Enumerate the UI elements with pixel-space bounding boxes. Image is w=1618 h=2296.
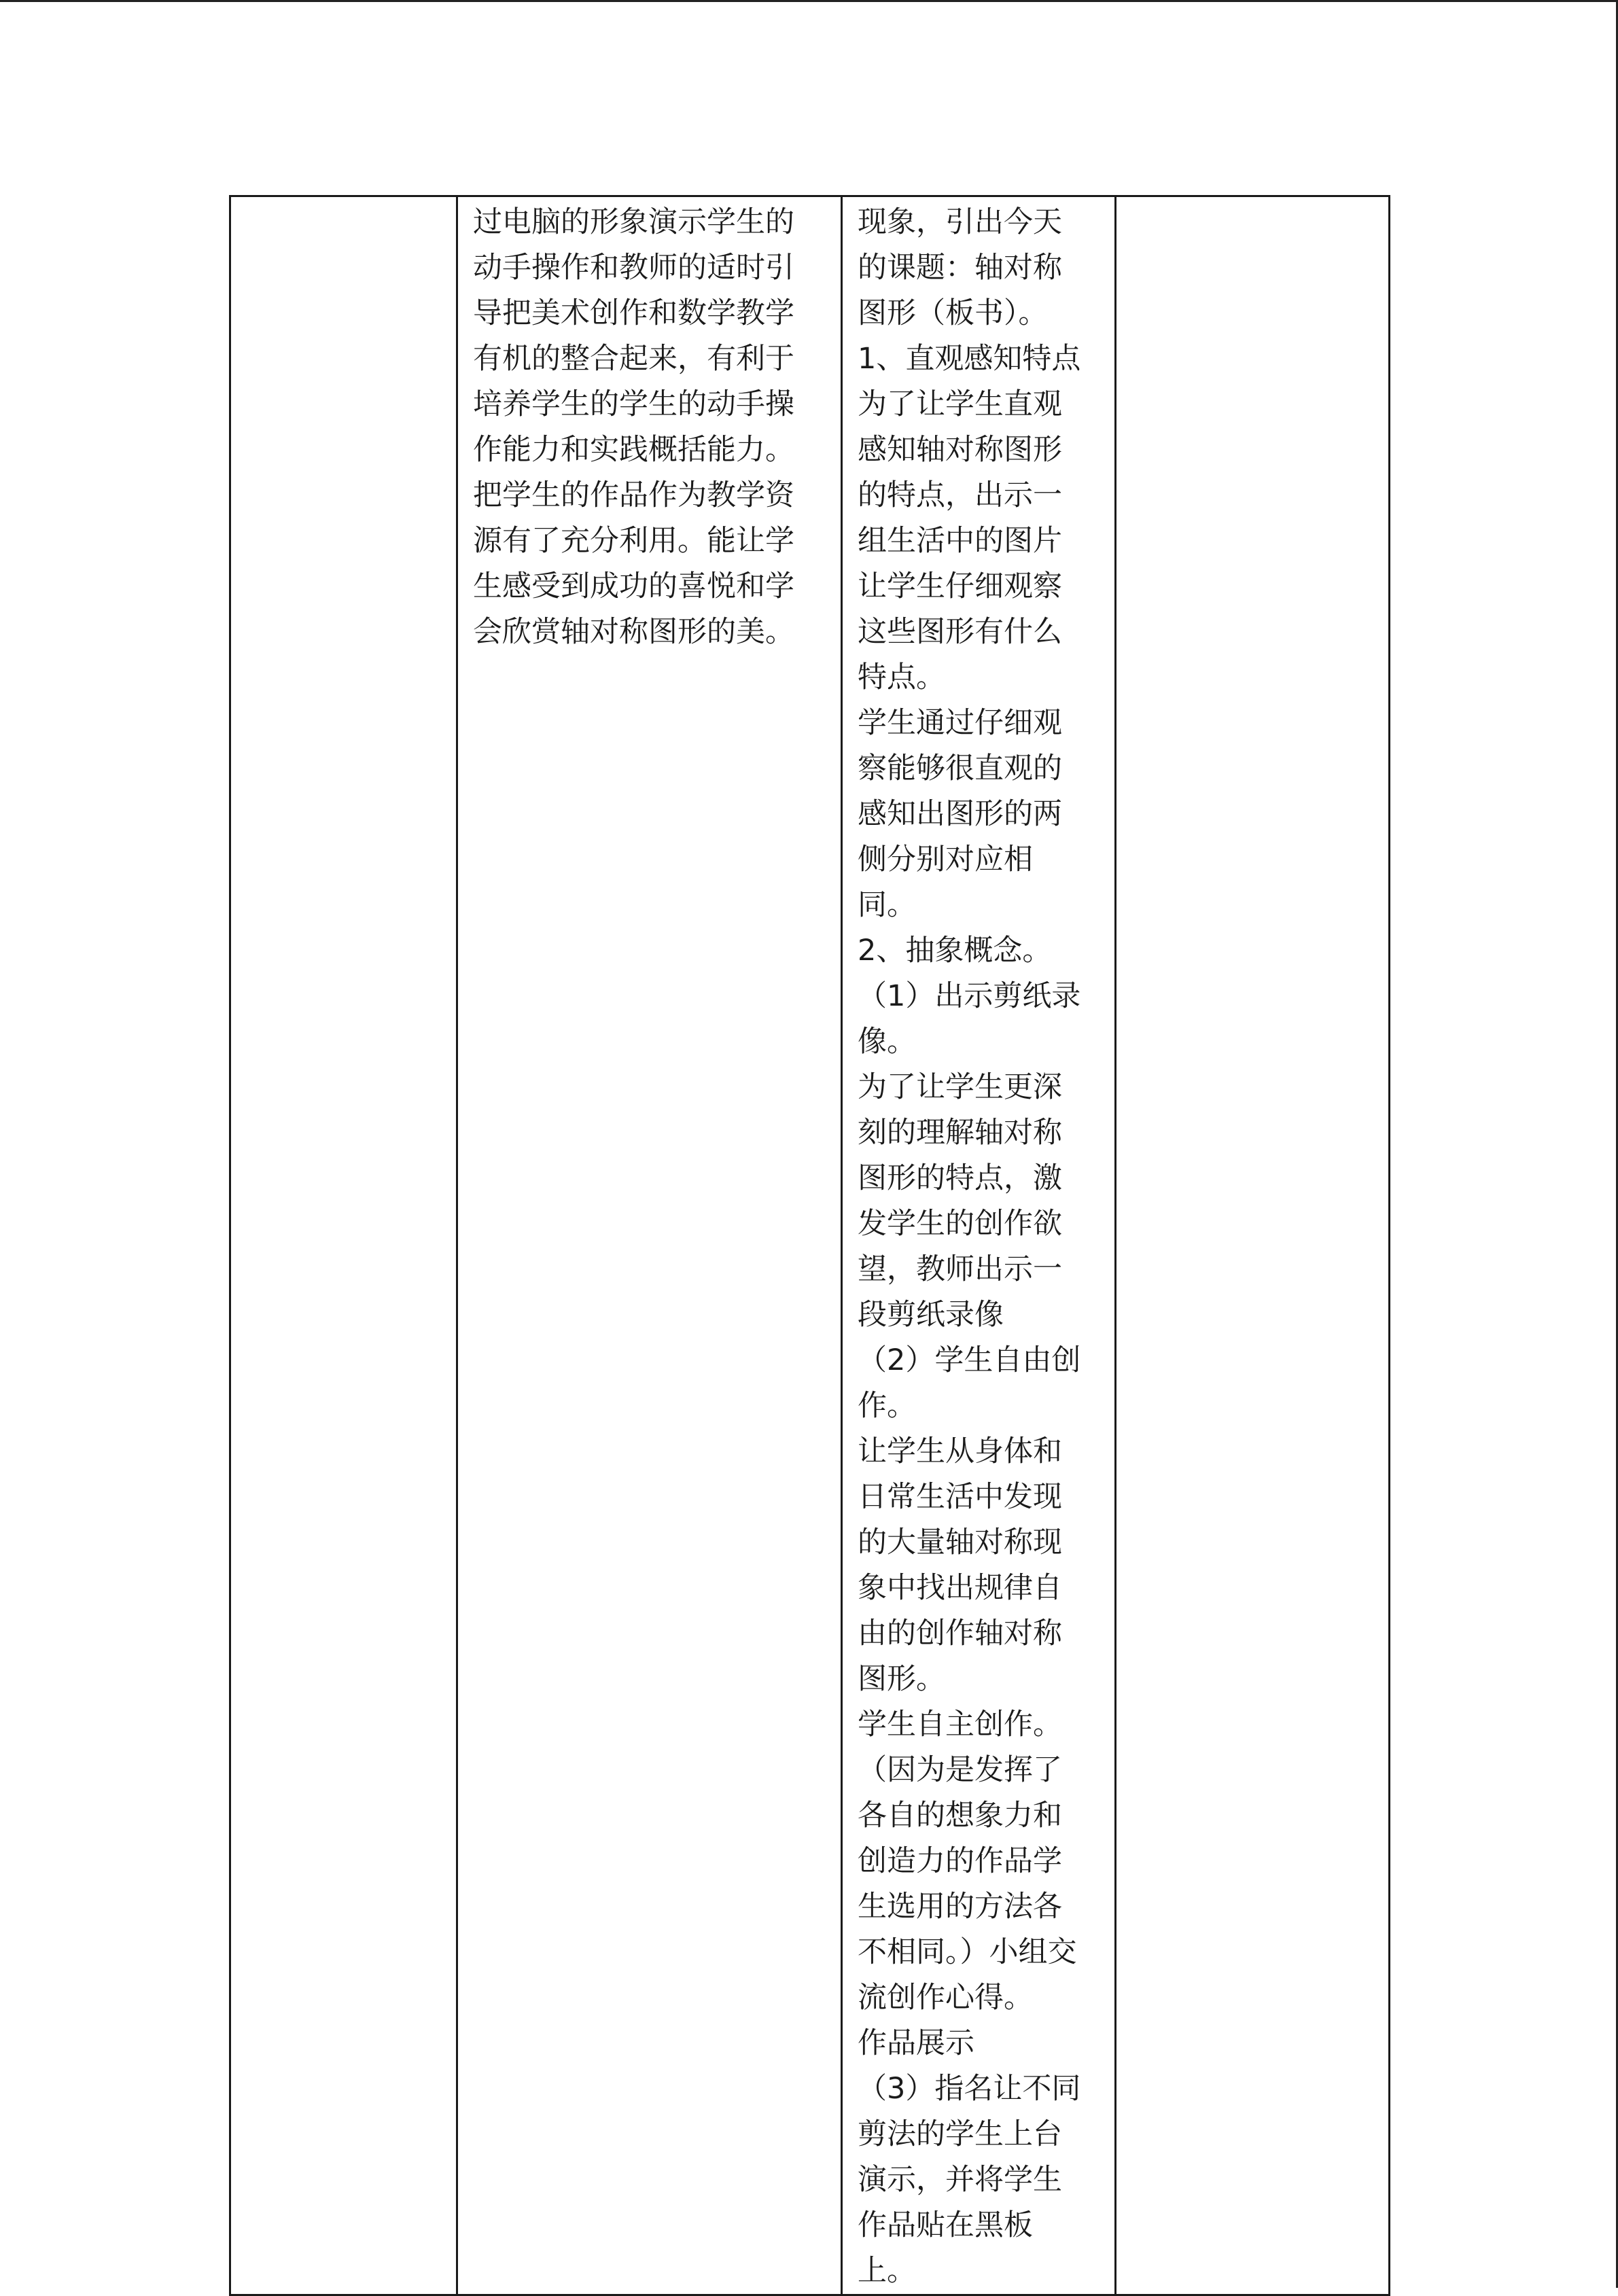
process-paragraph: （2）学生自由创作。 <box>858 1343 1081 1423</box>
process-paragraph: 2、抽象概念。 <box>858 934 1052 968</box>
process-paragraph: 为了让学生更深刻的理解轴对称图形的特点，激发学生的创作欲望，教师出示一段剪纸录像 <box>858 1070 1062 1332</box>
teaching-process-cell <box>842 196 1116 2295</box>
process-paragraph: 作品展示 <box>858 2026 974 2060</box>
process-paragraph: 学生自主创作。 <box>858 1708 1062 1742</box>
process-paragraph: 现象，引出今天的课题：轴对称图形（板书）。 <box>858 205 1062 330</box>
process-paragraph: 让学生从身体和日常生活中发现的大量轴对称现象中找出规律自由的创作轴对称图形。 <box>858 1434 1062 1696</box>
lesson-plan-table <box>229 195 1390 2296</box>
process-paragraph: 学生通过仔细观察能够很直观的感知出图形的两侧分别对应相同。 <box>858 706 1062 922</box>
process-paragraph: （因为是发挥了各自的想象力和创造力的作品学生选用的方法各不相同。）小组交流创作心得。 <box>858 1753 1077 2015</box>
table-row <box>230 196 1390 2295</box>
design-intent-cell <box>457 196 842 2295</box>
process-paragraph: （1）出示剪纸录像。 <box>858 979 1081 1059</box>
page-top-border <box>0 0 1618 2</box>
stage-cell <box>230 196 457 2295</box>
process-paragraph: 为了让学生直观感知轴对称图形的特点，出示一组生活中的图片让学生仔细观察这些图形有什么特点。 <box>858 387 1062 694</box>
process-paragraph: 1、直观感知特点 <box>858 342 1081 376</box>
design-intent-text: 过电脑的形象演示学生的动手操作和教师的适时引导把美术创作和数学教学有机的整合起来，有利于培养学生的学生的动手操作能力和实践概括能力。把学生的作品作为教学资源有了充分利用。能让学生感受到成功的喜悦和学会欣赏轴对称图形的美。 <box>473 205 794 649</box>
process-paragraph: （3）指名让不同剪法的学生上台演示，并将学生作品贴在黑板上。 <box>858 2072 1081 2288</box>
teaching-process-text <box>843 197 1114 2294</box>
notes-cell <box>1116 196 1390 2295</box>
